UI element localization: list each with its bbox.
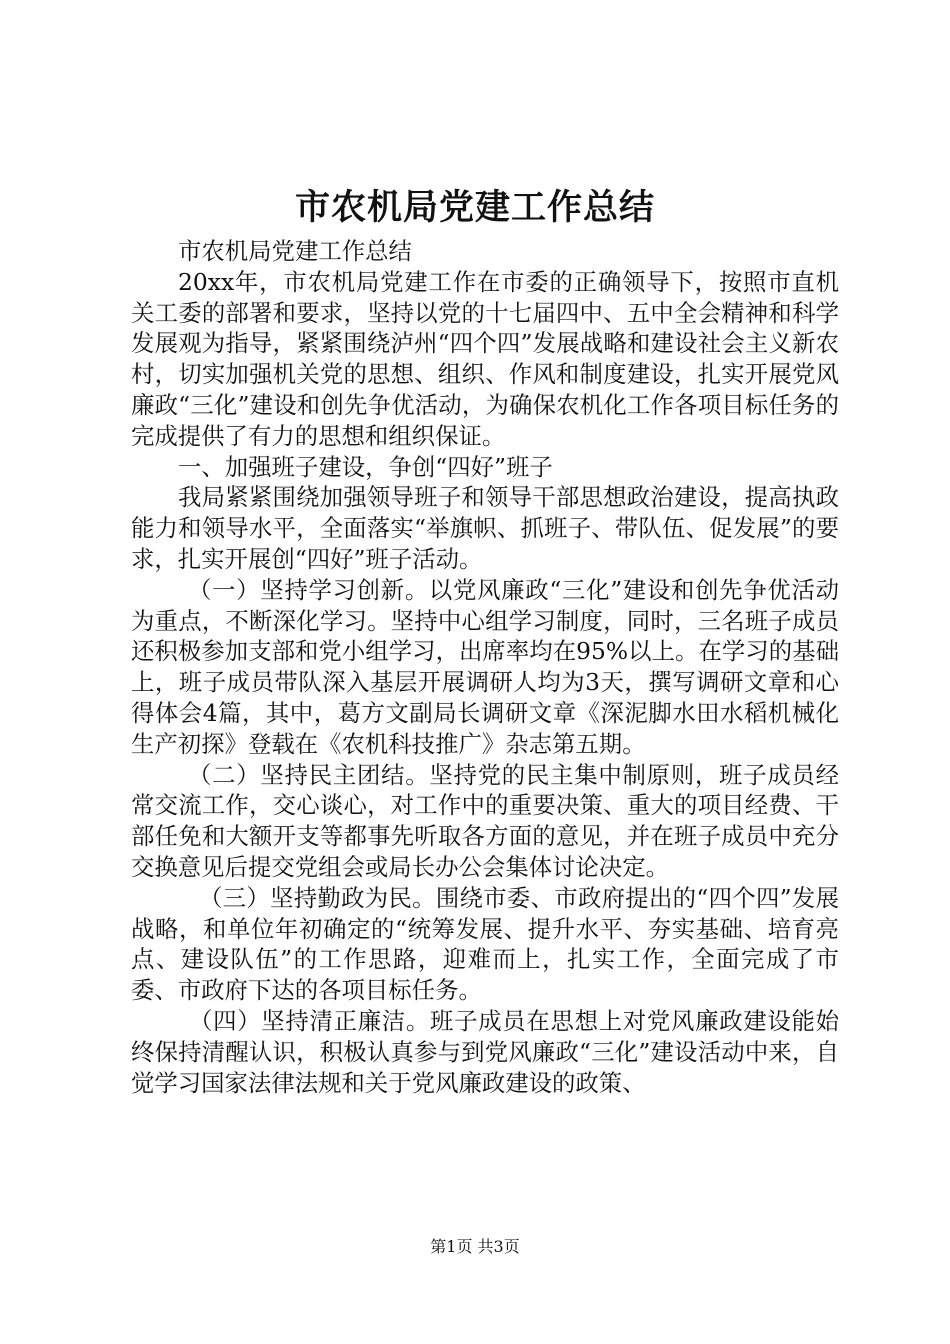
item-paragraph-3: （三）坚持勤政为民。围绕市委、市政府提出的“四个四”发展战略，和单位年初确定的“统筹发展、提升水平、夯实基础、培育亮点、建设队伍”的工作思路，迎难而上，扎实工作，全面完成了市委、市政府下达的各项目标任务。 [131, 883, 839, 1005]
page-number: 第1页 共3页 [430, 1237, 520, 1256]
section-heading: 一、加强班子建设，争创“四好”班子 [178, 452, 553, 481]
section-paragraph: 我局紧紧围绕加强领导班子和领导干部思想政治建设，提高执政能力和领导水平，全面落实“举旗帜、抓班子、带队伍、促发展”的要求，扎实开展创“四好”班子活动。 [131, 483, 839, 573]
intro-paragraph: 20xx年，市农机局党建工作在市委的正确领导下，按照市直机关工委的部署和要求，坚持以党的十七届四中、五中全会精神和科学发展观为指导，紧紧围绕泸州“四个四”发展战略和建设社会主义新农村，切实加强机关党的思想、组织、作风和制度建设，扎实开展党风廉政“三化”建设和创先争优活动，为确保农机化工作各项目标任务的完成提供了有力的思想和组织保证。 [131, 267, 839, 450]
document-title: 市农机局党建工作总结 [294, 187, 655, 228]
subtitle-paragraph: 市农机局党建工作总结 [178, 237, 412, 265]
item-paragraph-4: （四）坚持清正廉洁。班子成员在思想上对党风廉政建设能始终保持清醒认识，积极认真参与到党风廉政“三化”建设活动中来，自觉学习国家法律法规和关于党风廉政建设的政策、 [131, 1006, 839, 1097]
document-body [131, 236, 839, 1098]
item-paragraph-2: （二）坚持民主团结。坚持党的民主集中制原则，班子成员经常交流工作，交心谈心，对工作中的重要决策、重大的项目经费、干部任免和大额开支等都事先听取各方面的意见，并在班子成员中充分交换意见后提交党组会或局长办公会集体讨论决定。 [131, 760, 839, 881]
item-paragraph-1: （一）坚持学习创新。以党风廉政“三化”建设和创先争优活动为重点，不断深化学习。坚持中心组学习制度，同时，三名班子成员还积极参加支部和党小组学习，出席率均在95%以上。在学习的基础上，班子成员带队深入基层开展调研人均为3天，撰写调研文章和心得体会4篇，其中，葛方文副局长调研文章《深泥脚水田水稻机械化生产初探》登载在《农机科技推广》杂志第五期。 [131, 575, 839, 758]
